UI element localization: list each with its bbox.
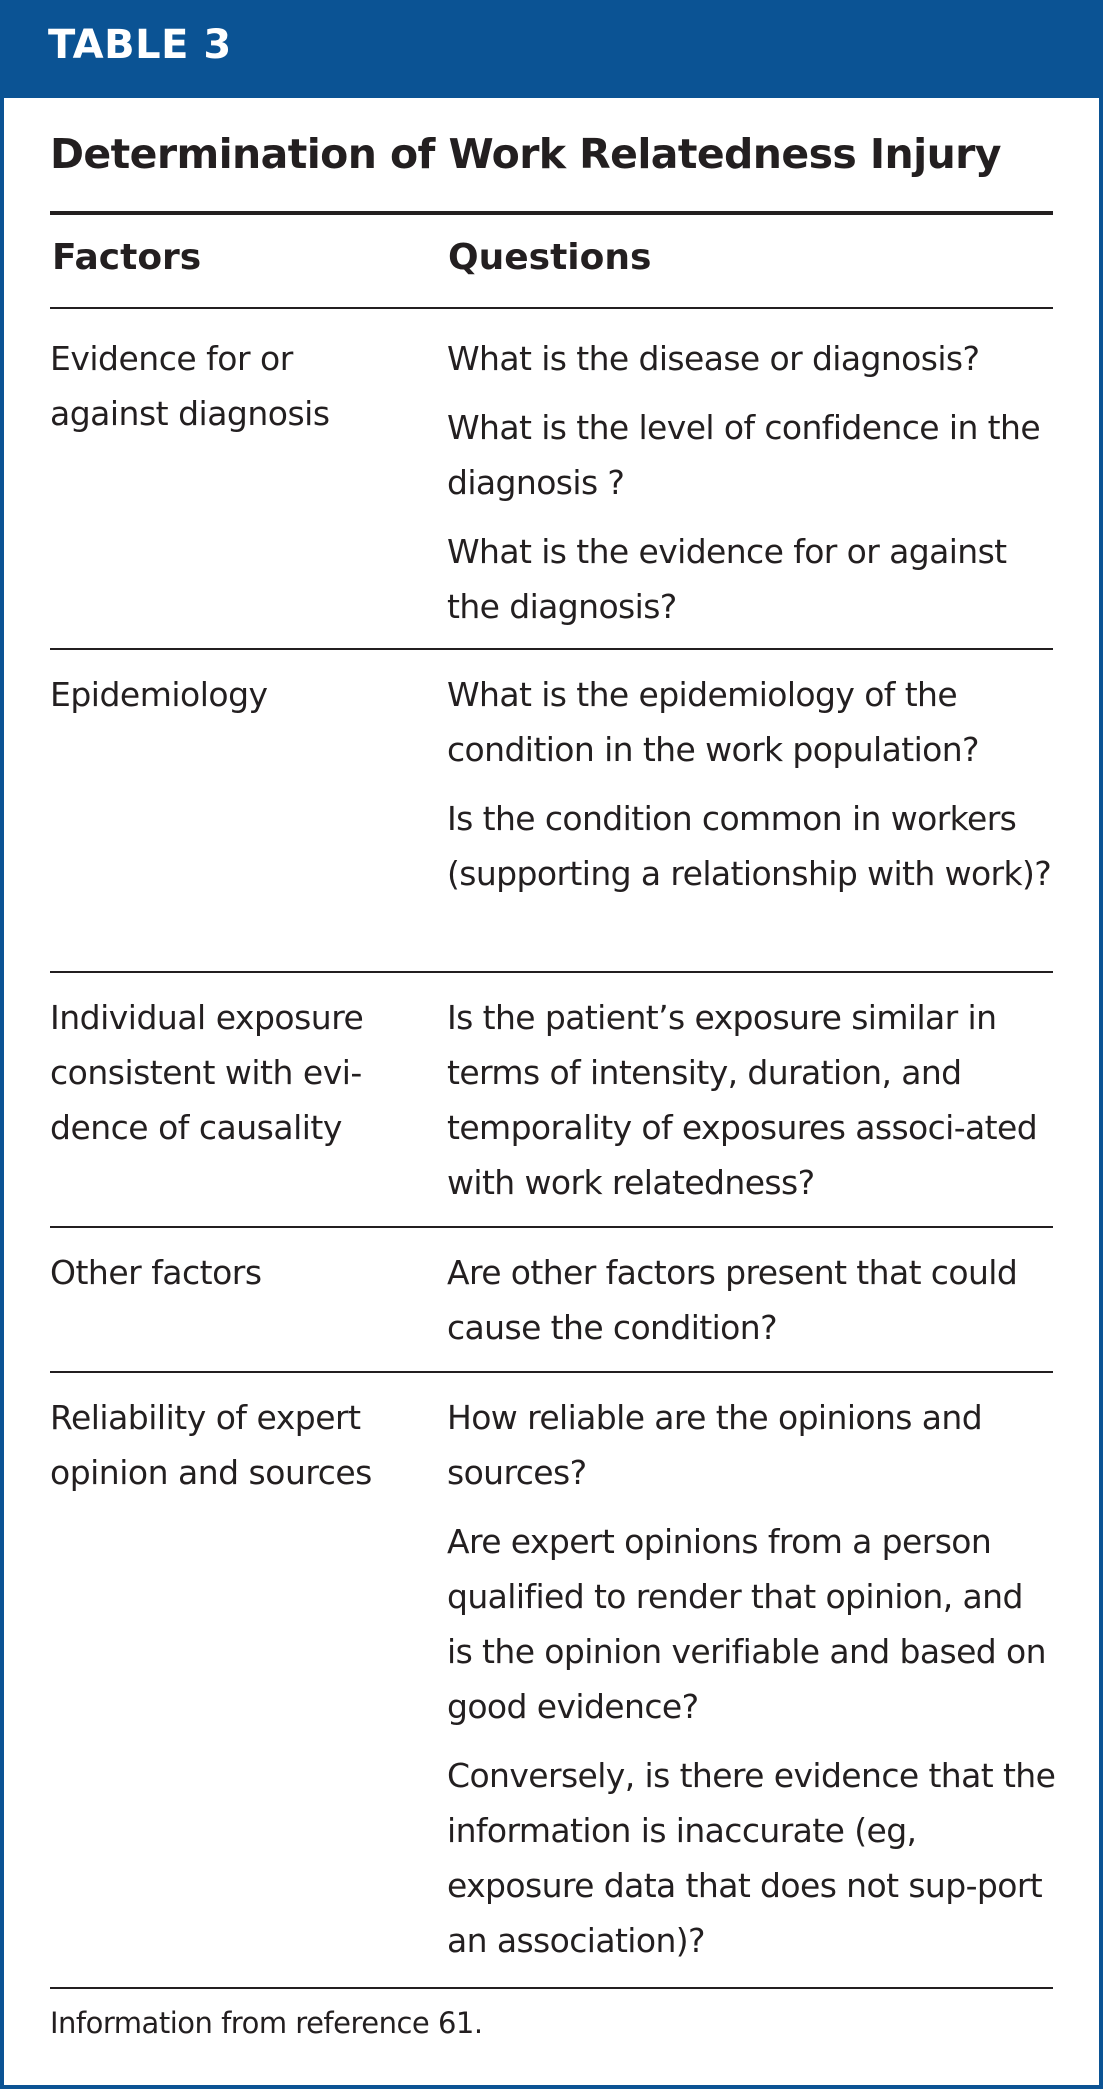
- questions-cell: [447, 1390, 1057, 1982]
- questions-cell: [447, 331, 1057, 648]
- question-text: What is the evidence for or against the diagnosis?: [447, 532, 1007, 626]
- question-text: What is the level of confidence in the diagnosis ?: [447, 408, 1041, 502]
- row-divider: [50, 1371, 1053, 1373]
- row-divider: [50, 648, 1053, 650]
- question-text: Are expert opinions from a person qualified to render that opinion, and is the opinion verifiable and based on good evidence?: [447, 1522, 1046, 1726]
- table-label: TABLE 3: [48, 22, 232, 68]
- questions-cell: [447, 1245, 1057, 1369]
- factor-cell: Evidence for or against diagnosis: [50, 339, 330, 433]
- question-text: What is the epidemiology of the condition in the work population?: [447, 675, 979, 769]
- factor-cell: Other factors: [50, 1253, 262, 1292]
- question-text: Are other factors present that could cause the condition?: [447, 1253, 1018, 1347]
- question-text: What is the disease or diagnosis?: [447, 339, 980, 378]
- table-header-bar: [0, 0, 1103, 98]
- header-rule: [50, 307, 1053, 309]
- title-rule: [50, 211, 1053, 215]
- column-header-questions: Questions: [448, 237, 652, 278]
- factor-cell: Reliability of expert opinion and sources: [50, 1398, 372, 1492]
- question-text: Is the patient’s exposure similar in terms of intensity, duration, and temporality of exposures associ-ated with work relatedness?: [447, 998, 1038, 1202]
- factor-cell: Epidemiology: [50, 675, 268, 714]
- question-text: How reliable are the opinions and sources?: [447, 1398, 983, 1492]
- questions-cell: [447, 990, 1057, 1224]
- table-title: Determination of Work Relatedness Injury: [50, 130, 1001, 178]
- question-text: Is the condition common in workers (supporting a relationship with work)?: [447, 799, 1052, 893]
- column-header-factors: Factors: [52, 237, 202, 278]
- questions-cell: [447, 667, 1057, 915]
- row-divider: [50, 1226, 1053, 1228]
- factor-cell: Individual exposure consistent with evi-dence of causality: [50, 998, 364, 1147]
- bottom-rule: [50, 1987, 1053, 1989]
- row-divider: [50, 971, 1053, 973]
- question-text: Conversely, is there evidence that the information is inaccurate (eg, exposure data that does not sup-port an association)?: [447, 1756, 1056, 1960]
- footnote: Information from reference 61.: [50, 2006, 483, 2040]
